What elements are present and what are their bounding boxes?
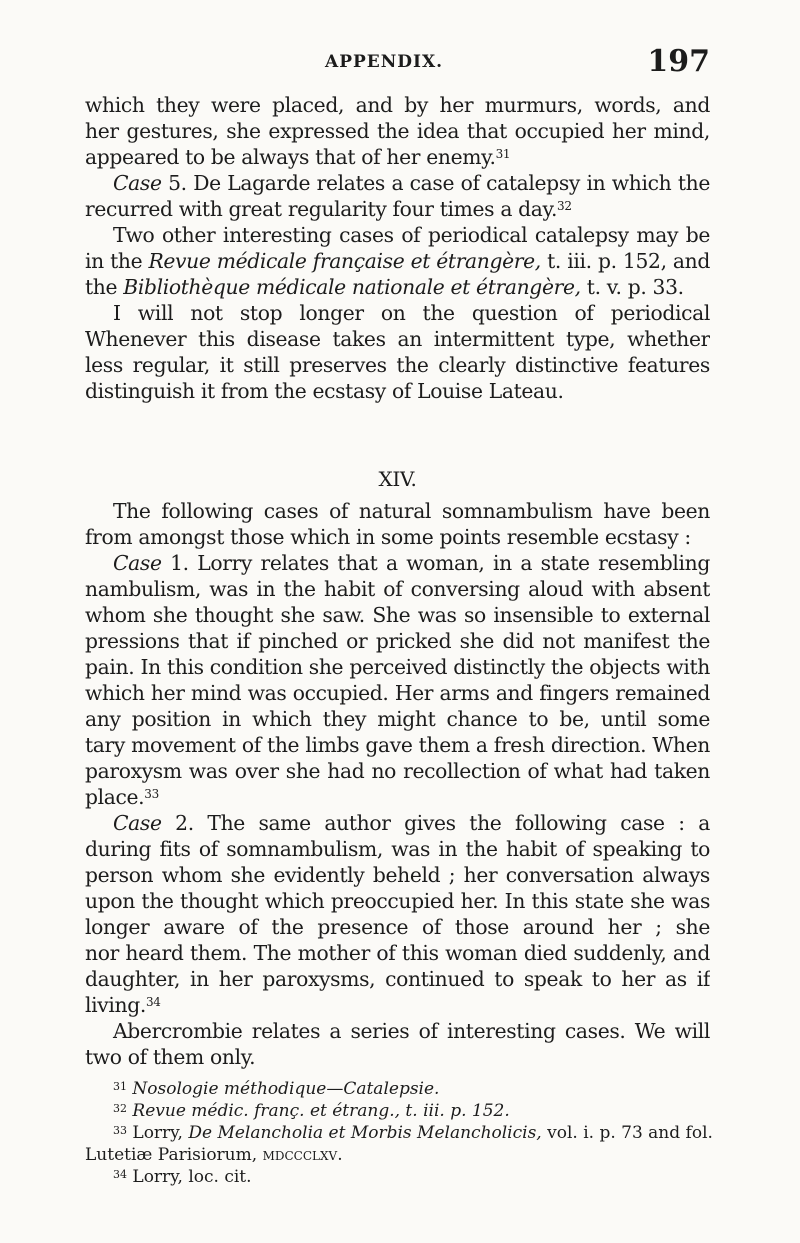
text-line: Case 5. De Lagarde relates a case of catalepsy in which the xyxy=(113,171,710,195)
text-line: nambulism, was in the habit of conversing aloud with absent xyxy=(85,577,710,601)
text-line: upon the thought which preoccupied her. In this state she was xyxy=(85,889,710,913)
text-line: place.$^{33}$ xyxy=(85,785,159,809)
text-line: the Bibliothèque médicale nationale et étrangère, t. v. p. 33. xyxy=(85,275,684,299)
text-line: which her mind was occupied. Her arms and fingers remained xyxy=(85,681,710,705)
footnotes xyxy=(85,1078,713,1188)
footnote-ref: 33 xyxy=(144,787,159,801)
text-line: living.$^{34}$ xyxy=(85,993,161,1017)
footnote-ref: 32 xyxy=(557,199,572,213)
text-line: from amongst those which in some points resemble ecstasy : xyxy=(85,525,691,549)
text-line: in the Revue médicale française et étrangère, t. iii. p. 152, and xyxy=(85,249,710,273)
text-line: pain. In this condition she perceived distinctly the objects with xyxy=(85,655,710,679)
text-line: I will not stop longer on the question of periodical xyxy=(113,301,710,325)
text-line: Abercrombie relates a series of interesting cases. We will xyxy=(113,1019,710,1043)
footnote-31: $^{31}$ Nosologie méthodique—Catalepsie. xyxy=(113,1079,440,1099)
text-line: Case 2. The same author gives the following case : a xyxy=(113,811,710,835)
footnote-33-cont: Lutetiæ Parisiorum, mdccclxv. xyxy=(85,1145,343,1165)
journal-title: Revue médicale française et étrangère, xyxy=(148,249,541,273)
text-line: distinguish it from the ecstasy of Louise Lateau. xyxy=(85,379,564,403)
running-header xyxy=(85,44,710,82)
text-line: appeared to be always that of her enemy.$^{31}$ xyxy=(85,145,511,169)
text-line: pressions that if pinched or pricked she did not manifest the xyxy=(85,629,710,653)
header-title: APPENDIX. xyxy=(325,52,444,72)
text-line: tary movement of the limbs gave them a fresh direction. When xyxy=(85,733,710,757)
text-line: daughter, in her paroxysms, continued to speak to her as if xyxy=(85,967,710,991)
text-line: paroxysm was over she had no recollection of what had taken xyxy=(85,759,710,783)
text-line: whom she thought she saw. She was so insensible to external xyxy=(85,603,710,627)
text-line: during fits of somnambulism, was in the habit of speaking to xyxy=(85,837,710,861)
case-label: Case xyxy=(113,551,162,575)
text-line: Whenever this disease takes an intermittent type, whether xyxy=(85,327,710,351)
text-line: recurred with great regularity four times a day.$^{32}$ xyxy=(85,197,572,221)
text-line: The following cases of natural somnambulism have been xyxy=(113,499,710,523)
footnote-ref: 31 xyxy=(495,147,511,161)
text-line: Two other interesting cases of periodical catalepsy may be xyxy=(113,223,710,247)
text-line: which they were placed, and by her murmurs, words, and xyxy=(85,93,710,117)
text-line: person whom she evidently beheld ; her conversation always xyxy=(85,863,710,887)
text-line: two of them only. xyxy=(85,1045,256,1069)
case-label: Case xyxy=(113,171,162,195)
footnote-32: $^{32}$ Revue médic. franç. et étrang., t. iii. p. 152. xyxy=(113,1101,510,1121)
journal-title: Bibliothèque médicale nationale et étrangère, xyxy=(123,275,581,299)
footnote-34: $^{34}$ Lorry, loc. cit. xyxy=(113,1167,252,1187)
footnote-ref: 34 xyxy=(145,995,161,1009)
page-number: 197 xyxy=(647,44,710,79)
text-line: Case 1. Lorry relates that a woman, in a state resembling xyxy=(113,551,710,575)
body-text xyxy=(85,92,710,1070)
text-line: longer aware of the presence of those around her ; she xyxy=(85,915,710,939)
text-line: her gestures, she expressed the idea that occupied her mind, xyxy=(85,119,710,143)
section-heading: XIV. xyxy=(378,467,417,491)
footnote-33: $^{33}$ Lorry, De Melancholia et Morbis Melancholicis, vol. i. p. 73 and fol. xyxy=(113,1123,713,1143)
text-line: any position in which they might chance to be, until some xyxy=(85,707,710,731)
text-line: nor heard them. The mother of this woman died suddenly, and xyxy=(85,941,710,965)
case-label: Case xyxy=(113,811,162,835)
text-line: less regular, it still preserves the clearly distinctive features xyxy=(85,353,710,377)
